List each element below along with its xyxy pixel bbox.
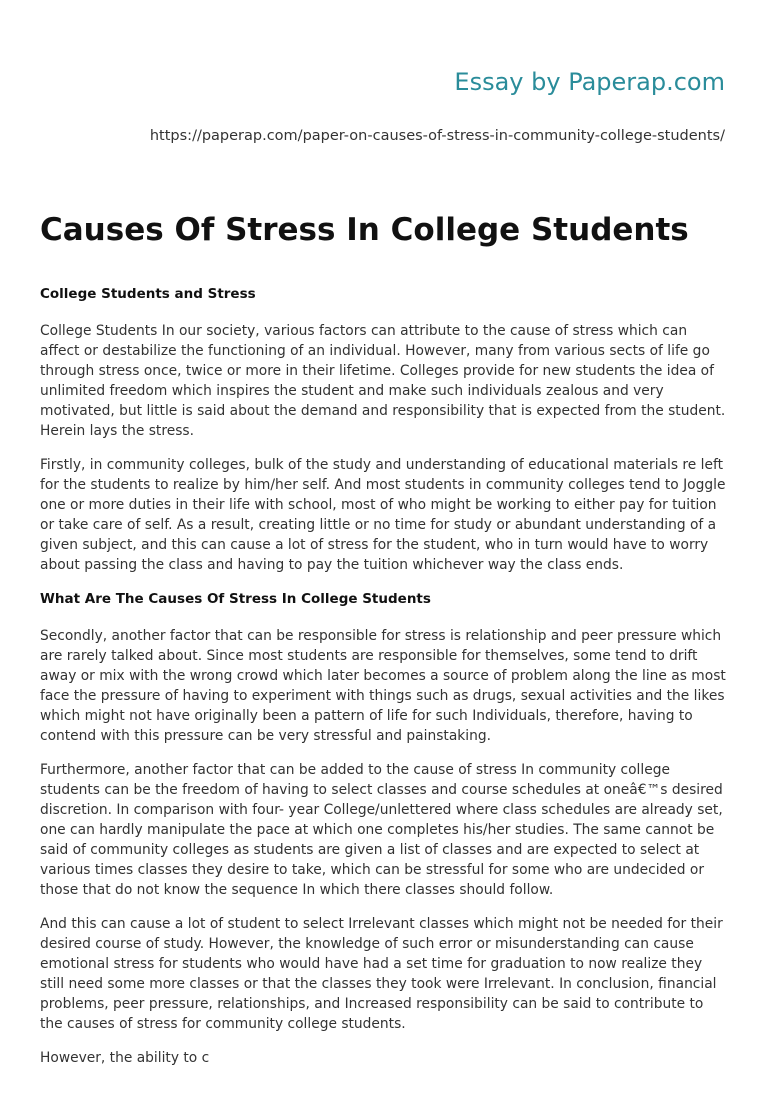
- paragraph-4: Furthermore, another factor that can be added to the cause of stress In community college students can be the freedom of having to select classes and course schedules at oneâ€™s desired discretion. In comparison with four- year College/unlettered where class schedules are already set, one can hardly manipulate the pace at which one completes his/her studies. The same cannot be said of community colleges as students are given a list of classes and are expected to select at various times classes they desire to take, which can be stressful for some who are undecided or those that do not know the sequence In which there classes should follow.: [40, 762, 723, 898]
- source-url[interactable]: https://paperap.com/paper-on-causes-of-stress-in-community-college-students/: [149, 128, 725, 144]
- paragraph-5: And this can cause a lot of student to select Irrelevant classes which might not be needed for their desired course of study. However, the knowledge of such error or misunderstanding can cause emotional stress for students who would have had a set time for graduation to now realize they still need some more classes or that the classes they took were Irrelevant. In conclusion, financial problems, peer pressure, relationships, and Increased responsibility can be said to contribute to the causes of stress for community college students.: [40, 916, 723, 1032]
- paragraph-3: Secondly, another factor that can be responsible for stress is relationship and peer pressure which are rarely talked about. Since most students are responsible for themselves, some tend to drift away or mix with the wrong crowd which later becomes a source of problem along the line as most face the pressure of having to experiment with things such as drugs, sexual activities and the likes which might not have originally been a pattern of life for such Individuals, therefore, having to contend with this pressure can be very stressful and painstaking.: [40, 628, 726, 744]
- paragraph-1: College Students In our society, various factors can attribute to the cause of stress which can affect or destabilize the functioning of an individual. However, many from various sects of life go through stress once, twice or more in their lifetime. Colleges provide for new students the idea of unlimited freedom which inspires the student and make such individuals zealous and very motivated, but little is said about the demand and responsibility that is expected from the student. Herein lays the stress.: [40, 323, 726, 439]
- section-heading-causes-of-stress: What Are The Causes Of Stress In College Students: [40, 591, 431, 607]
- paragraph-6: However, the ability to c: [40, 1050, 210, 1066]
- article-title: Causes Of Stress In College Students: [40, 212, 689, 248]
- section-heading-college-students-and-stress: College Students and Stress: [40, 286, 256, 302]
- site-brand[interactable]: Essay by Paperap.com: [454, 68, 725, 96]
- article: [40, 210, 730, 1082]
- paragraph-2: Firstly, in community colleges, bulk of the study and understanding of educational materials re left for the students to realize by him/her self. And most students in community colleges tend to Joggle one or more duties in their life with school, most of who might be working to either pay for tuition or take care of self. As a result, creating little or no time for study or abundant understanding of a given subject, and this can cause a lot of stress for the student, who in turn would have to worry about passing the class and having to pay the tuition whichever way the class ends.: [40, 457, 726, 573]
